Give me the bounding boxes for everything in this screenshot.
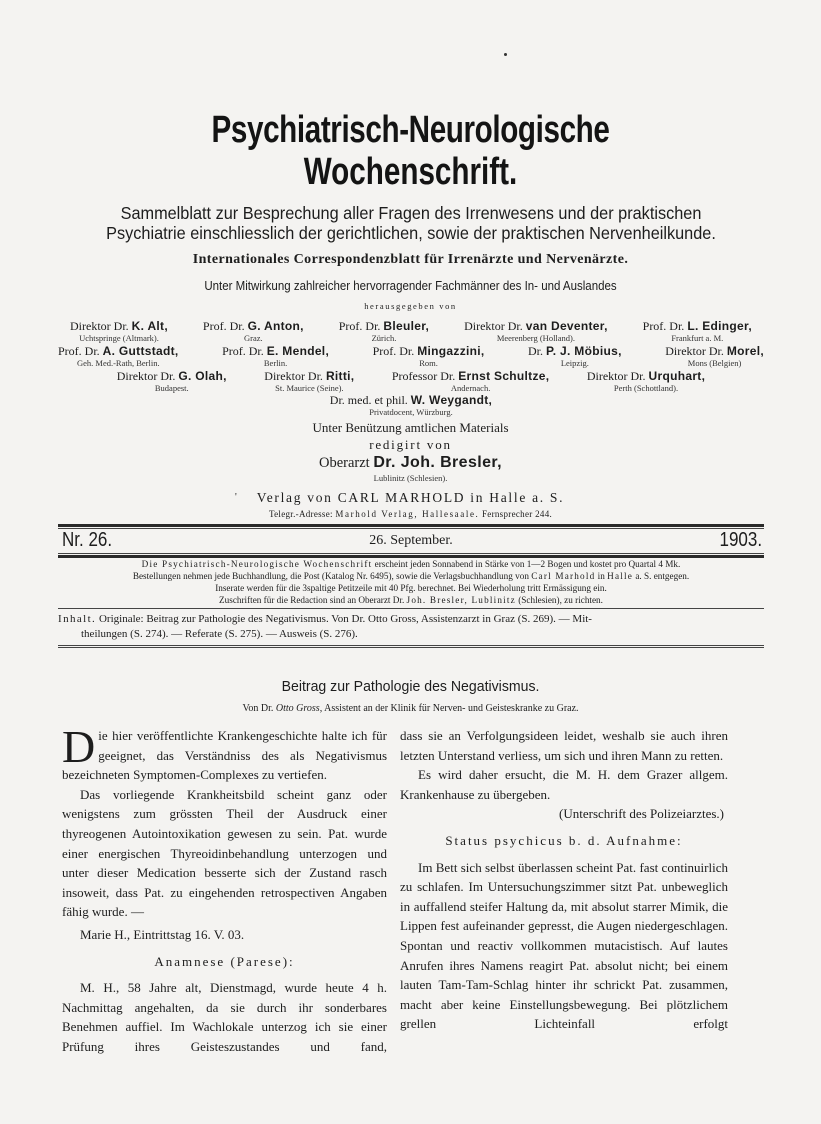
paragraph: M. H., 58 Jahre alt, Dienstmagd, wurde heute 4 h. Nachmittag angehalten, da sie durch ihr sonderbares Benehmen auffiel. Im Wachlokale unterzog ich sie einer Prüfung ihres Geisteszustandes und fand, xyxy=(62,980,387,1054)
international-line: Internationales Correspondenzblatt für Irrenärzte und Nervenärzte. xyxy=(192,252,629,267)
editor-place: Berlin. xyxy=(263,358,288,368)
editor-name: E. Mendel, xyxy=(266,344,330,358)
notice-city: Halle xyxy=(607,571,634,581)
editor-title: Professor Dr. xyxy=(391,369,456,383)
patient-entry: Marie H., Eintrittstag 16. V. 03. xyxy=(80,926,245,942)
editor xyxy=(222,344,329,368)
editor xyxy=(264,369,354,393)
notice-editor: Joh. Bresler, Lublinitz xyxy=(406,595,516,605)
article-column-right xyxy=(400,726,728,1034)
editor-name: van Deventer, xyxy=(525,319,608,333)
rule-top-thin xyxy=(58,528,764,529)
chief-editor-name: Dr. Joh. Bresler, xyxy=(373,454,502,471)
print-speck xyxy=(504,53,507,56)
rule-contents-bottom2 xyxy=(58,647,764,648)
notice-line xyxy=(55,558,767,570)
editor-name: G. Olah, xyxy=(178,369,227,383)
section-heading: Anamnese (Parese): xyxy=(154,953,295,969)
paragraph: Im Bett sich selbst überlassen scheint Pat. fast continuirlich zu schlafen. Im Untersuchungszimmer sitzt Pat. unbeweglich in auffallend steifer Haltung da, mit absolut starrer Mimik, die Lippen fest aufeinander gepresst, die Augen niedergeschlagen. Spontan und reactiv vollkommen mutacistisch. Auf lautes Anrufen ihres Namens reagirt Pat. absolut nicht; bei einem lauten Tam-Tam-Schlag hinter ihr schrickt Pat. zusammen, macht aber keine Einstellungsbewegung. Bei plötzlichem grellen Lichteinfall erfolgt xyxy=(400,859,728,1032)
editor-place: Meerenberg (Holland). xyxy=(496,333,576,343)
editor-title: Direktor Dr. xyxy=(665,344,724,358)
paragraph: Das vorliegende Krankheitsbild scheint ganz oder wenigstens zum grössten Theil der Ausdruck einer thyreogenen Autointoxikation gewesen zu sein. Pat. wurde einer energischen Thyreoidinbehandlung unterzogen und unter dieser Medication besserte sich der Zustand rasch insoweit, dass Pat. zu eingehenden retrospectiven Angaben fähig wurde. — xyxy=(62,786,387,920)
rule-contents-top xyxy=(58,608,764,609)
editor-name: Ritti, xyxy=(325,369,355,383)
issue-year: 1903. xyxy=(719,529,762,551)
notice-text: in xyxy=(597,571,605,581)
publisher-line xyxy=(0,490,821,506)
mitwirkung-line: Unter Mitwirkung zahlreicher hervorragender Fachmänner des In- und Auslandes xyxy=(204,279,617,293)
editor-name: P. J. Möbius, xyxy=(546,344,622,358)
editor xyxy=(587,369,705,393)
telegraph-label: Telegr.-Adresse: xyxy=(268,509,333,519)
editor-title: Prof. Dr. xyxy=(222,344,264,358)
issue-bar xyxy=(58,530,764,552)
telegraph-line xyxy=(0,509,821,519)
rule-top xyxy=(58,524,764,527)
notice-text: (Schlesien), zu richten. xyxy=(518,595,603,605)
phone-number: Fernsprecher 244. xyxy=(481,509,553,519)
telegraph-address: Marhold Verlag, Hallesaale. xyxy=(335,509,480,519)
paragraph xyxy=(62,721,387,785)
byline-author: Otto Gross, xyxy=(275,703,323,714)
editor-place: Frankfurt a. M. xyxy=(671,333,724,343)
editor xyxy=(330,393,492,417)
editor-place: Zürich. xyxy=(371,333,397,343)
editor-title: Direktor Dr. xyxy=(464,319,523,333)
editor-name: Morel, xyxy=(726,344,764,358)
editor-name: Mingazzini, xyxy=(417,344,485,358)
contents-label: Inhalt. xyxy=(58,613,97,625)
article-title: Beitrag zur Pathologie des Negativismus. xyxy=(281,678,540,695)
editor-title: Prof. Dr. xyxy=(202,319,245,333)
editor-name: L. Edinger, xyxy=(687,319,752,333)
editor-name: G. Anton, xyxy=(247,319,304,333)
notice-publisher: Carl Marhold xyxy=(531,571,596,581)
editor-place: Rom. xyxy=(419,358,438,368)
chief-editor-title: Oberarzt xyxy=(319,455,370,471)
editor-place: Leipzig. xyxy=(560,358,589,368)
publisher-text: Verlag von CARL MARHOLD in Halle a. S. xyxy=(256,490,565,505)
editor-title: Direktor Dr. xyxy=(116,369,176,383)
chief-editor xyxy=(0,454,821,472)
editor xyxy=(665,344,764,368)
notice-journal-name: Die Psychiatrisch-Neurologische Wochenschrift xyxy=(141,559,373,569)
paragraph: Es wird daher ersucht, die M. H. dem Grazer allgem. Krankenhause zu übergeben. xyxy=(400,767,728,802)
editor-title: Prof. Dr. xyxy=(372,344,415,358)
editor-name: K. Alt, xyxy=(131,319,168,333)
editor-place: Perth (Schottland). xyxy=(613,383,679,393)
editor-name: Bleuler, xyxy=(383,319,430,333)
notice-text: Zuschriften für die Redaction sind an Oberarzt Dr. xyxy=(219,595,405,605)
editor-name: Urquhart, xyxy=(648,369,706,383)
notice-line: Inserate werden für die 3spaltige Petitzeile mit 40 Pfg. berechnet. Bei Wiederholung tritt Ermässigung ein. xyxy=(215,583,607,593)
subtitle-line: Psychiatrie einschliesslich der gerichtlichen, sowie der praktischen Nervenheilkunde. xyxy=(106,223,716,243)
notice-text: erscheint jeden Sonnabend in Stärke von 1—2 Bogen und kostet pro Quartal 4 Mk. xyxy=(374,559,681,569)
paragraph: dass sie an Verfolgungsideen leidet, weshalb sie auch ihren letzten Unterstand verliess, um sich und ihren Mann zu retten. xyxy=(400,728,728,763)
editor-title: Direktor Dr. xyxy=(586,369,646,383)
editor xyxy=(117,369,227,393)
redigirt-line: redigirt von xyxy=(369,437,452,452)
journal-subtitle xyxy=(83,203,740,243)
editor-title: Direktor Dr. xyxy=(264,369,323,383)
contents-line: theilungen (S. 274). — Referate (S. 275). — Ausweis (S. 276). xyxy=(81,627,358,640)
editor-place: St. Maurice (Seine). xyxy=(275,383,344,393)
editors-row xyxy=(58,319,764,343)
editor-name: A. Guttstadt, xyxy=(102,344,179,358)
editor-place: Privatdocent, Würzburg. xyxy=(369,407,453,417)
issue-number: Nr. 26. xyxy=(62,529,113,551)
editor-place: Graz. xyxy=(244,333,263,343)
journal-title: Psychiatrisch-Neurologische xyxy=(211,109,610,151)
byline-affiliation: Assistent an der Klinik für Nerven- und Geisteskranke zu Graz. xyxy=(324,703,579,714)
byline-text: Von Dr. xyxy=(242,703,274,714)
editor xyxy=(643,319,752,343)
contents-line xyxy=(58,612,764,627)
editor-title: Dr. med. et phil. xyxy=(329,393,408,407)
editor xyxy=(339,319,429,343)
editor-title: Prof. Dr. xyxy=(338,319,381,333)
notice-text: Bestellungen nehmen jede Buchhandlung, die Post (Katalog Nr. 6495), sowie die Verlagsbuchhandlung von xyxy=(132,571,529,581)
signature: (Unterschrift des Polizeiarztes.) xyxy=(559,806,724,822)
editors-row xyxy=(58,393,764,417)
article-byline xyxy=(0,703,821,714)
rule-mid-thin xyxy=(58,553,764,554)
editor-name: Ernst Schultze, xyxy=(458,369,550,383)
editor-place: Mons (Belgien) xyxy=(687,358,742,368)
editor xyxy=(70,319,168,343)
chief-editor-place: Lublinitz (Schlesien). xyxy=(373,473,448,483)
article-column-left xyxy=(62,721,387,1057)
benutzung-line: Unter Benützung amtlichen Materials xyxy=(312,420,509,435)
print-mark: ' xyxy=(235,492,239,503)
editor-place: Uchtspringe (Altmark). xyxy=(79,333,159,343)
contents-text: Originale: Beitrag zur Pathologie des Negativismus. Von Dr. Otto Gross, Assistenzarzt in Graz (S. 269). — Mit- xyxy=(98,613,592,625)
rule-contents-bottom xyxy=(58,645,764,646)
editor xyxy=(373,344,485,368)
editor-title: Direktor Dr. xyxy=(70,319,129,333)
drop-cap: D xyxy=(62,721,96,772)
editor-title: Prof. Dr. xyxy=(58,344,100,358)
notice-text: a. S. entgegen. xyxy=(635,571,690,581)
subtitle-line: Sammelblatt zur Besprechung aller Fragen des Irrenwesens und der praktischen xyxy=(120,203,702,223)
herausgegeben-line: herausgegeben von xyxy=(364,301,457,311)
journal-title-line2: Wochenschrift. xyxy=(303,151,518,193)
table-of-contents xyxy=(58,612,764,641)
editor xyxy=(58,344,179,368)
subscription-notice xyxy=(55,558,767,606)
editor-place: Andernach. xyxy=(450,383,491,393)
editor xyxy=(203,319,304,343)
notice-line xyxy=(55,594,767,606)
editor-place: Geh. Med.-Rath, Berlin. xyxy=(76,358,160,368)
notice-line xyxy=(55,570,767,582)
editor-place: Budapest. xyxy=(154,383,189,393)
editor-title: Dr. xyxy=(528,344,544,358)
editor-title: Prof. Dr. xyxy=(642,319,685,333)
issue-date: 26. September. xyxy=(369,533,453,548)
section-heading: Status psychicus b. d. Aufnahme: xyxy=(445,832,683,848)
editor xyxy=(464,319,608,343)
editor xyxy=(392,369,550,393)
paragraph-text: ie hier veröffentlichte Krankengeschichte halte ich für geeignet, das Verständniss des als Negativismus bezeichneten Symptomen-Complexes zu vertiefen. xyxy=(62,728,387,783)
editors-row xyxy=(58,344,764,368)
editors-row xyxy=(58,369,764,393)
editor xyxy=(528,344,622,368)
editor-name: W. Weygandt, xyxy=(410,393,493,407)
